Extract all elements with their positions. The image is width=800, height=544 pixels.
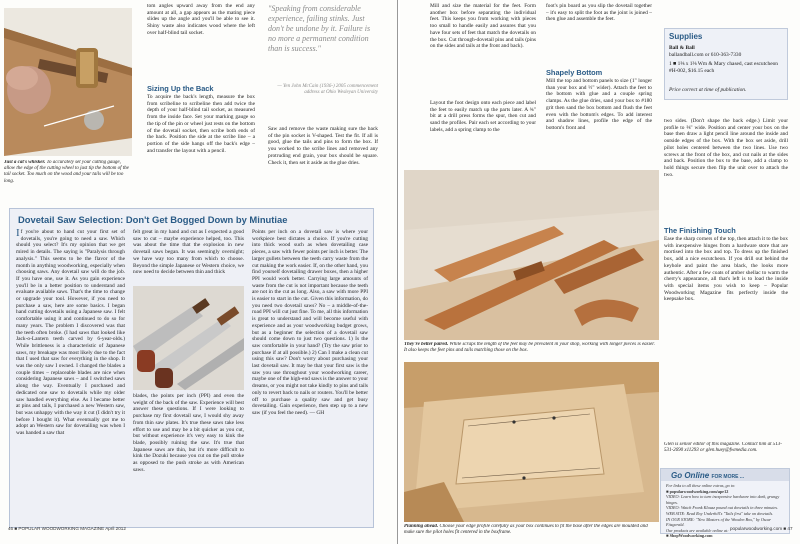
sidebar-col3: Points per inch on a dovetail saw is where your workpiece best dictates a choice. If you're cutting into thick wood such as when dovetailing case pieces, a saw with fewer points per inch is better. The larger gullets between the teeth carry waste from the cut making the work easier. If, on the other hand, you find yourself dovetailing drawer boxes, then a higher PPI would work better. Carrying large amounts of waste from the cut is not important because the teeth are not in the cut as long. Also, a saw with more PPI is easier to start in the cut. Given this information, do you need two dovetail saws? No – a middle-of-the-road PPI will cut just fine. To me, all this information is great to understand and will become useful with experience and as your woodworking budget grows, but as a beginner the selection of a dovetail saw should come down to just two questions. 1) Is the saw comfortable in your hand? (Try the saw prior to purchase if at all possible.) 2) Can I make a clean cut using this saw? Don't worry about purchasing your last dovetail saw. It may be that your first saw is the saw you use throughout your woodworking career, maybe one of the high-end saws is the answer to your dreams, or you might not take kindly to pins and tails only to revert back to nails or routers. You'll be better off to purchase a quality saw and get busy dovetailing. Gain experience, then step up to a new saw (if you feel the need). — GH <box>252 229 368 416</box>
supplies-contact: ballandball.com or 610-363-7330 <box>669 52 742 58</box>
r-col3-finish-text: Ease the sharp corners of the top, then attach it to the box with inexpensive hinges from a hardware store that are mortised into the box and top. To dress up the finished box, add a nice escutcheon. If you drill out behind the keyhole and paint the area black, the looks more authentic. After a few coats of amber shellac to warm the cherry's appearance, all that's left is to load the inside with special items you wish to keep – Popular Woodworking Magazine fits perfectly inside the keepsake box. <box>664 236 788 303</box>
caption-feet-title: They're better paired. <box>404 342 449 347</box>
caption-plan-title: Planning ahead. <box>404 524 439 529</box>
sidebar-col2-bottom: blades, the points per inch (PPI) and even the weight of the back of the saw. Experience will best answer these questions. If I were looking to purchase my first dovetail saw, I would shy away from thin saw plates. It's true these saws take less effort to use and may be a bit quicker as you cut, but without experience it's very easy to kink the blade, possibly ruining the saw. It's true that Japanese saws are thin, but it's more difficult to kink the Dozuki because you cut on the pull stroke as opposed to the push stroke as with American saws. <box>133 393 244 473</box>
pull-quote-attribution: — Yen John McCain (1936-) 2005 commencement address at Ohio Wesleyan University <box>277 84 378 96</box>
r-col1-mid-text: Layout the foot design onto each piece and label the feet to easily match up the parts later. A ¾" bit at a drill press forms the spur, then cut and sand the profiles. Pair each set according to your labels, add a spring clamp to the <box>430 100 536 133</box>
caption-paired-feet <box>404 342 659 358</box>
r-col1-top-text: Mill and size the material for the feet. Form another box before separating the individual feet. This keeps you from working with pieces too small to handle easily and assures that you have four sets of feet that match the dovetails on the box. Cut through-dovetail pins and tails (pins on the sides and tails at the front and back). <box>430 3 536 50</box>
online-link-shop[interactable]: ■ ShopWoodworking.com <box>666 533 713 539</box>
r-col2-shapely-text: Mill the top and bottom panels to size (1" longer than your box and ½" wider). Attach the feet to the bottom with glue and a couple spring clamps. As the glue dries, sand your box to #180 grit then sand the box bottom and flush the feet even with the bottom's edges. To add interest and shadow lines, profile the edge of the bottom's front and <box>546 78 652 131</box>
caption-title: Just a cat's whisker. <box>4 160 46 165</box>
col2-sizing-text: To acquire the back's length, measure the box from scribeline to scribeline then add twice the depth of your half-blind tail socket, as measured from the inside face. Set your marking gauge so the tip of the pin or wheel just rests on the bottom of the dovetail socket, then scribe both ends of the back. Position the side at the scribe line – a portion of the side hangs off the back's edge – and transfer the layout with a pencil. <box>147 94 255 154</box>
heading-shapely-bottom: Shapely Bottom <box>546 68 603 77</box>
online-line: WEB SITE: Read Roy Underhill's "Tails first" take on dovetails. <box>666 510 774 516</box>
cutting-gauge-illustration <box>4 8 132 156</box>
sidebar-col1 <box>16 229 125 525</box>
pull-quote: "Speaking from considerable experience, failing stinks. Just don't be undone by it. Failure is no more a permanent condition than is success." <box>268 4 371 53</box>
caption-cutting-gauge <box>4 160 132 206</box>
r-col3-text: two sides. (Don't shape the back edge.) Limit your profile to ⅝" wide. Position and center your box on the base then draw a light pencil line around the inside and outside edges of the box. With the box set aside, drill pilot holes centered between the two lines. Use two screws at the front of the box, and cut nails at the sides and back. Position the box to the base, add a clamp to hold things secure then flip the unit over to attach the two. <box>664 118 788 178</box>
caption-planning-ahead <box>404 524 659 536</box>
col2-top-text: tom angles upward away from the end any amount at all, a gap appears as the mating piece slides up the angle and you'll be able to see it. Shiny waste also indicates wood where the left over half-blind tail socket. <box>147 3 255 36</box>
right-footer: popularwoodworking.com ■ 47 <box>730 526 793 531</box>
box-base-illustration <box>404 362 659 522</box>
sidebar-col2-top: felt great in my hand and cut as I expected a good saw to cut – maybe experience helped, too. This was about the time that the explosion in new dovetail saws began. It was seemingly overnight; we have way too many from which to choose. Beyond the simple Japanese or Western choice, we now need to decide between thin and thick <box>133 229 244 276</box>
online-link-apr12[interactable]: ■ popularwoodworking.com/apr12 <box>666 488 729 494</box>
supplies-box <box>664 28 788 100</box>
sidebar-title: Dovetail Saw Selection: Don't Get Bogged Down by Minutiae <box>18 214 288 225</box>
online-line: Our products are available online at: <box>666 527 729 533</box>
photo-dovetail-saws <box>133 286 244 390</box>
photo-paired-feet <box>404 170 659 340</box>
right-page <box>400 0 800 544</box>
supplies-title: Supplies <box>669 32 703 41</box>
photo-planning-ahead <box>404 362 659 522</box>
r-col2-top-text: foot's pin board as you slip the dovetail together – it's easy to split the foot as the joint is joined – then glue and assemble the feet. <box>546 3 652 23</box>
caption-feet-body: While scraps the length of the feet may be prevalent in your shop, working with longer pieces is easier. It also keeps the feet pins and tails matching those on the box. <box>404 342 655 354</box>
supplies-item: 1 ■ 1⅝ x 1⅜ Wm & Mary chased, cast escutcheon #H-002, $16.15 each <box>669 61 778 74</box>
online-line: VIDEO: Learn how to turn inexpensive hardware into dark, grungy hinges. <box>666 494 780 505</box>
online-line: VIDEO: Watch Frank Klausz pound out dovetails in three minutes. <box>666 505 779 511</box>
sidebar-dovetail-saw <box>9 208 374 528</box>
dropcap: I <box>16 229 20 239</box>
left-page <box>0 0 398 544</box>
go-online-suffix: FOR MORE ... <box>711 474 744 480</box>
go-online-list <box>661 481 789 541</box>
caption-body: To accurately set your cutting gauge, allow the edge of the cutting wheel to just tip the bottom of the tail socket. Too much on the wood and your tails will be too long. <box>4 160 129 184</box>
heading-finishing-touch: The Finishing Touch <box>664 226 736 235</box>
left-footer: 46 ■ POPULAR WOODWORKING MAGAZINE April 2012 <box>8 526 126 531</box>
dovetail-saws-illustration <box>133 286 244 390</box>
col3-text: Saw and remove the waste making sure the back of the pin socket is V-shaped. Test the fit. If all is good, glue the tails and pins to form the box. If you worked to the scribe lines and removed any protruding end grain, your box should be square. Check it, then set it aside as the glue dries. <box>268 126 378 166</box>
author-bio: Glen is senior editor of this magazine. Contact him at 513-531-2690 x11293 or glen.huey@fwmedia.com. <box>664 442 782 454</box>
photo-cutting-gauge <box>4 8 132 156</box>
supplies-note: Price correct at time of publication. <box>669 87 747 93</box>
go-online-header <box>661 469 789 481</box>
sidebar-col1-text: f you're about to hand cut your first set of dovetails, you're going to need a saw. Which should you select? It's my opinion that we get mired in details. The saying is "Paralysis through analysis." This seems to be the flavor of the month in anything woodworking, especially when choosing saws. Any dovetail saw will do the job. If you have one, use it. As you gain experience you'll be in a better position to understand and evaluate available saws. That's the time to change or upgrade your tool. However, if you need to purchase a saw, here are some basics. I began hand cutting dovetails using a Japanese saw. I felt comfortable using it and continued to do so for many years. The problem I discovered was that the teeth often broke. (I had saws that looked like Jack-o-Lantern teeth carved by 6-year-olds.) While brittleness is a characteristic of Japanese saws, my breakage was most likely due to the fact that I used that saw for everything in the shop. It was the only saw I owned. I changed the blades a couple times – replaceable blades are nice when considering Japanese saws – and I switched saws along the way. Eventually I purchased and dedicated one saw to dovetails while my older saw handled everything else. As I became better at pins and tails, I purchased a new Western saw, but was unhappy with the way it cut (I didn't try it before I bought it). What eventually got me to adopt an Western saw for dovetailing was when I was handed a saw that <box>16 229 125 437</box>
heading-sizing: Sizing Up the Back <box>147 84 214 93</box>
online-line: For links to all these online extras, go to: <box>666 483 736 488</box>
caption-plan-body: Choose your edge profile carefully as your box continues to fit the base after the edges are moulded and make sure the pilot holes fit centered in the boxframe. <box>404 524 648 536</box>
feet-illustration <box>404 170 659 340</box>
supplies-vendor: Ball & Ball <box>669 45 695 51</box>
online-line: IN OUR STORE: "New Masters of the Wooden Box," by Oscar Fitzgerald. <box>666 516 772 528</box>
go-online-box <box>660 468 790 539</box>
go-online-title: Go Online <box>671 471 710 480</box>
